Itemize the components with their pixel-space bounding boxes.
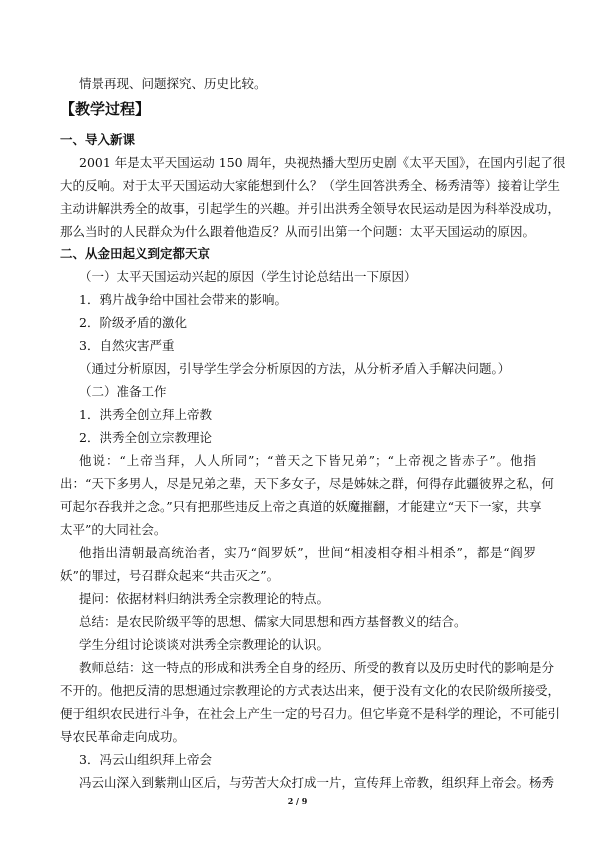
subheading-preparation: （二）准备工作: [79, 384, 167, 399]
section-title: 【教学过程】: [60, 100, 151, 118]
intro-line: 2001 年是太平天国运动 150 周年，央视热播大型历史剧《太平天国》，在国内引起了很: [79, 155, 566, 170]
preparation-item: 1．洪秀全创立拜上帝教: [79, 407, 212, 422]
subheading-causes: （一）太平天国运动兴起的原因（学生讨论总结出一下原因）: [79, 269, 417, 284]
page-number: 2 / 9: [287, 796, 308, 806]
heading-intro: 一、导入新课: [60, 132, 136, 147]
group-discussion-line: 学生分组讨论谈谈对洪秀全宗教理论的认识。: [79, 637, 330, 652]
summary-line: 总结：是农民阶级平等的思想、儒家大同思想和西方基督教义的结合。: [79, 614, 467, 629]
question-line: 提问：依据材料归纳洪秀全宗教理论的特点。: [79, 591, 330, 606]
preparation-item: 3．冯云山组织拜上帝会: [79, 752, 212, 767]
quote-line: 太平”的大同社会。: [60, 522, 167, 537]
feng-line: 冯云山深入到紫荆山区后，与劳苦大众打成一片，宣传拜上帝教，组织拜上帝会。杨秀: [79, 775, 555, 790]
qing-line: 妖”的罪过，号召群众起来“共击灭之”。: [60, 568, 280, 583]
cause-item: 3．自然灾害严重: [79, 338, 175, 353]
preparation-item: 2．洪秀全创立宗教理论: [79, 430, 212, 445]
teaching-methods: 情景再现、问题探究、历史比较。: [79, 76, 267, 91]
qing-line: 他指出清朝最高统治者，实乃“阎罗妖”，世间“相凌相夺相斗相杀”，都是“阎罗: [79, 545, 536, 560]
cause-item: 1．鸦片战争给中国社会带来的影响。: [79, 292, 287, 307]
cause-item: 2．阶级矛盾的激化: [79, 315, 187, 330]
quote-line: 出：“天下多男人，尽是兄弟之辈，天下多女子，尽是姊妹之群，何得存此疆彼界之私，何: [60, 476, 554, 491]
heading-jintian: 二、从金田起义到定都天京: [60, 246, 211, 261]
teacher-summary-line: 便于组织农民进行斗争，在社会上产生一定的号召力。但它毕竟不是科学的理论，不可能引: [60, 706, 561, 721]
method-note: （通过分析原因，引导学生学会分析原因的方法，从分析矛盾入手解决问题。）: [79, 361, 511, 376]
teacher-summary-line: 不开的。他把反清的思想通过宗教理论的方式表达出来，便于没有文化的农民阶级所接受，: [60, 683, 561, 698]
teacher-summary-line: 教师总结：这一特点的形成和洪秀全自身的经历、所受的教育以及历史时代的影响是分: [79, 660, 555, 675]
intro-line: 那么当时的人民群众为什么跟着他造反？从而引出第一个问题：太平天国运动的原因。: [60, 224, 536, 239]
intro-line: 主动讲解洪秀全的故事，引起学生的兴趣。并引出洪秀全领导农民运动是因为科举没成功，: [60, 201, 561, 216]
quote-line: 他说：“上帝当拜，人人所同”；“普天之下皆兄弟”；“上帝视之皆赤子”。他指: [79, 453, 536, 468]
teacher-summary-line: 导农民革命走向成功。: [60, 729, 186, 744]
quote-line: 可起尔吞我并之念。”只有把那些违反上帝之真道的妖魔摧翻，才能建立“天下一家，共享: [60, 499, 542, 514]
intro-line: 大的反响。对于太平天国运动大家能想到什么？（学生回答洪秀全、杨秀清等）接着让学生: [60, 178, 561, 193]
